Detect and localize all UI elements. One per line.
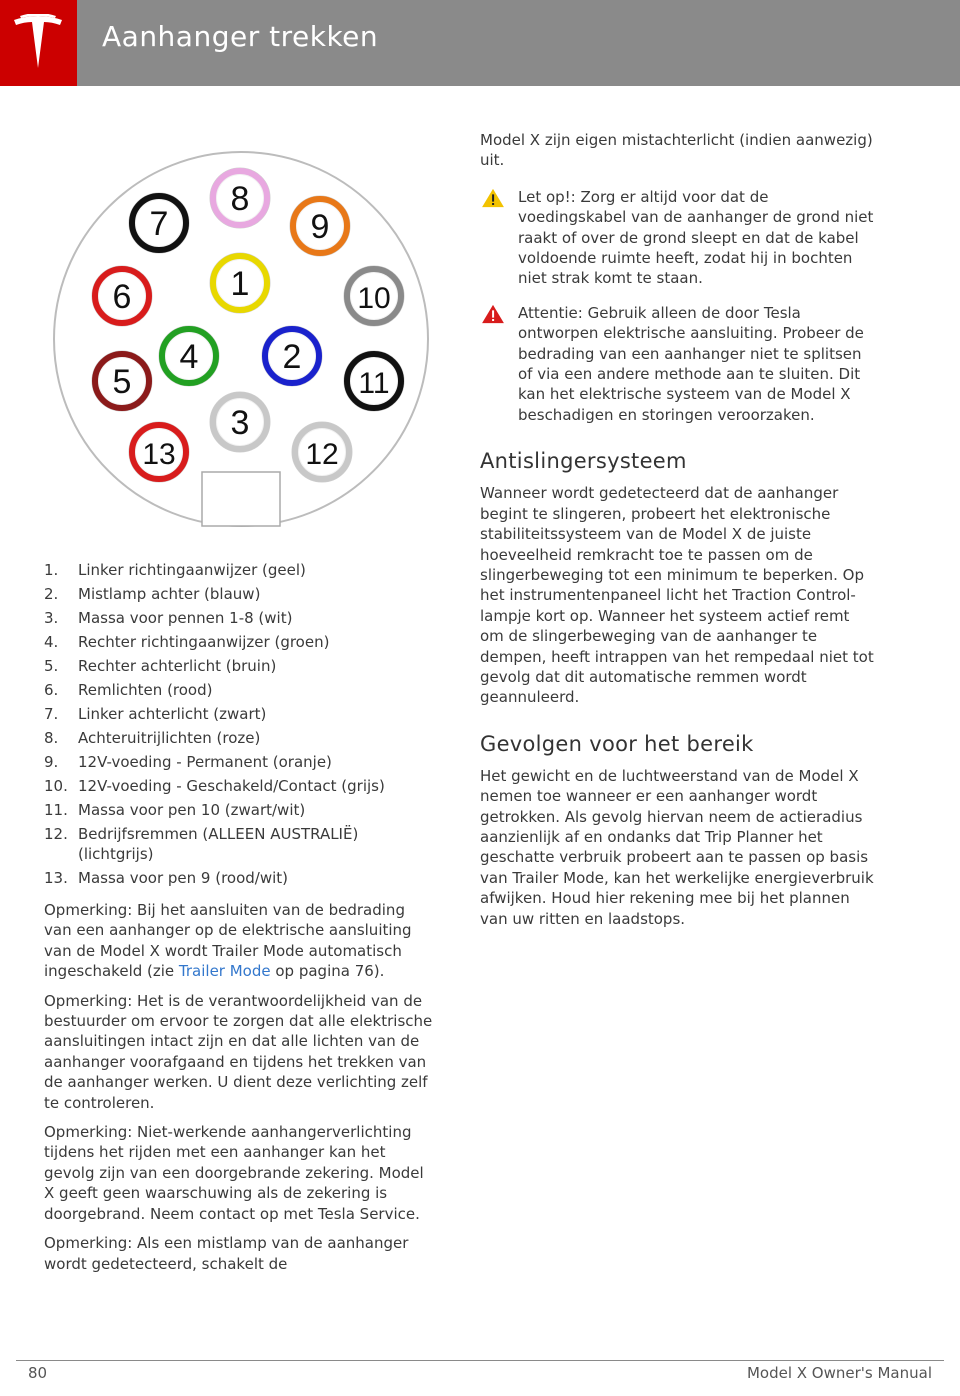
pin-label: 9 [310, 208, 330, 246]
pin-10 [344, 266, 404, 326]
note-fuse: Opmerking: Niet-werkende aanhangerverlichting tijdens het rijden met een aanhanger kan het gevolg zijn van een doorgebrande zekering. Model X geeft geen waarschuwing als de zekering is doorgebrand. Neem contact op met Tesla Service. [44, 1123, 424, 1223]
pin-legend-item: 7. Linker achterlicht (zwart) [44, 705, 267, 723]
pin-label: 8 [230, 180, 250, 218]
manual-name: Model X Owner's Manual [746, 1364, 932, 1382]
note-responsibility: Opmerking: Het is de verantwoordelijkheid van de bestuurder om ervoor te zorgen dat alle elektrische aansluitingen intact zijn en dat alle lichten van de aanhanger voorafgaand en tijdens het trekken van de aanhanger werken. U dient deze verlichting zelf te controleren. [44, 991, 433, 1112]
page-number: 80 [28, 1364, 48, 1382]
pin-6 [92, 266, 152, 326]
paragraph-antislinger: Wanneer wordt gedetecteerd dat de aanhanger begint te slingeren, probeert het elektronische stabiliteitssysteem van de Model X de juiste hoeveelheid remkracht toe te passen om de slingerbeweging tot een minimum te beperken. Op het instrumentenpaneel licht het Traction Control-lampje kort op. Wanneer het systeem actief remt om de slingerbeweging van de aanhanger te dempen, heeft intrappen van het rempedaal niet tot gevolg dat dit automatische remmen wordt geannuleerd. [480, 484, 874, 707]
pin-legend-item: 10. 12V-voeding - Geschakeld/Contact (grijs) [44, 777, 385, 795]
pin-label: 11 [358, 367, 390, 400]
pin-7 [129, 193, 189, 253]
pin-11 [344, 351, 404, 411]
pin-label: 3 [230, 404, 250, 442]
pin-label: 2 [282, 338, 302, 376]
caution-notice: Let op!: Zorg er altijd voor dat de voedingskabel van de aanhanger de grond niet raakt of over de grond sleept en dat de kabel voldoende ruimte heeft, zodat hij in bochten niet strak komt te staan. [480, 187, 876, 289]
page-header [0, 0, 960, 86]
pin-legend-item: 2. Mistlamp achter (blauw) [44, 585, 261, 603]
warning-triangle-icon [480, 304, 506, 324]
caution-triangle-icon [480, 188, 506, 208]
pin-legend-item: 1. Linker richtingaanwijzer (geel) [44, 561, 306, 579]
pin-8 [210, 168, 270, 228]
pin-legend-item: 3. Massa voor pennen 1-8 (wit) [44, 609, 293, 627]
pin-12 [292, 422, 352, 482]
pin-legend-item: 6. Remlichten (rood) [44, 681, 213, 699]
pin-legend-item: 5. Rechter achterlicht (bruin) [44, 657, 277, 675]
pin-3 [210, 392, 270, 452]
pin-label: 7 [149, 205, 169, 243]
pin-label: 13 [142, 438, 176, 471]
left-column [44, 560, 436, 1283]
pin-label: 10 [357, 282, 391, 315]
right-column [480, 130, 876, 938]
warning-notice: Attentie: Gebruik alleen de door Tesla ontworpen elektrische aansluiting. Probeer de bedrading van een aanhanger niet te splitsen of via een andere methode aan te sluiten. Dit kan het elektrische systeem van de Model X beschadigen en storingen veroorzaken. [480, 303, 876, 425]
pin-5 [92, 351, 152, 411]
tesla-logo [0, 0, 77, 86]
fog-lamp-continued: Model X zijn eigen mistachterlicht (indien aanwezig) uit. [480, 131, 873, 170]
pin-2 [262, 326, 322, 386]
pin-legend-item: 11. Massa voor pen 10 (zwart/wit) [44, 801, 306, 819]
page-title: Aanhanger trekken [102, 20, 379, 53]
note-trailer-mode: Opmerking: Bij het aansluiten van de bedrading van een aanhanger op de elektrische aansluiting van de Model X wordt Trailer Mode automatisch ingeschakeld (zie Trailer Mode op pagina 76). [44, 901, 412, 981]
pin-legend-list [44, 560, 436, 888]
pin-legend-item: 8. Achteruitrijlichten (roze) [44, 729, 261, 747]
pin-label: 6 [112, 278, 132, 316]
pin-legend-item: 9. 12V-voeding - Permanent (oranje) [44, 753, 332, 771]
trailer-mode-link[interactable]: Trailer Mode [178, 962, 271, 981]
pin-label: 5 [112, 363, 132, 401]
pin-4 [159, 326, 219, 386]
pin-label: 1 [230, 265, 250, 303]
pin-13 [129, 422, 189, 482]
pin-legend-item: 4. Rechter richtingaanwijzer (groen) [44, 633, 330, 651]
footer-divider [16, 1360, 944, 1361]
connector-pin-diagram [52, 150, 430, 528]
pin-legend-item: 13. Massa voor pen 9 (rood/wit) [44, 869, 289, 887]
pin-1 [210, 253, 270, 313]
tesla-logo-icon [12, 14, 64, 70]
pin-label: 12 [305, 438, 339, 471]
pin-label: 4 [179, 338, 199, 376]
heading-antislinger: Antislingersysteem [480, 449, 687, 474]
pin-legend-item: 12. Bedrijfsremmen (ALLEEN AUSTRALIË) (lichtgrijs) [44, 825, 359, 863]
note-fog-lamp: Opmerking: Als een mistlamp van de aanhanger wordt gedetecteerd, schakelt de [44, 1234, 409, 1273]
paragraph-range: Het gewicht en de luchtweerstand van de Model X nemen toe wanneer er een aanhanger wordt getrokken. Als gevolg hiervan neem de actieradius aanzienlijk af en ondanks dat Trip Planner het geschatte verbruik probeert aan te passen op basis van Trailer Mode, kan het werkelijke energieverbruik afwijken. Houd hier rekening mee bij het plannen van uw ritten en laadstops. [480, 766, 874, 928]
pin-9 [290, 196, 350, 256]
heading-range: Gevolgen voor het bereik [480, 731, 754, 756]
